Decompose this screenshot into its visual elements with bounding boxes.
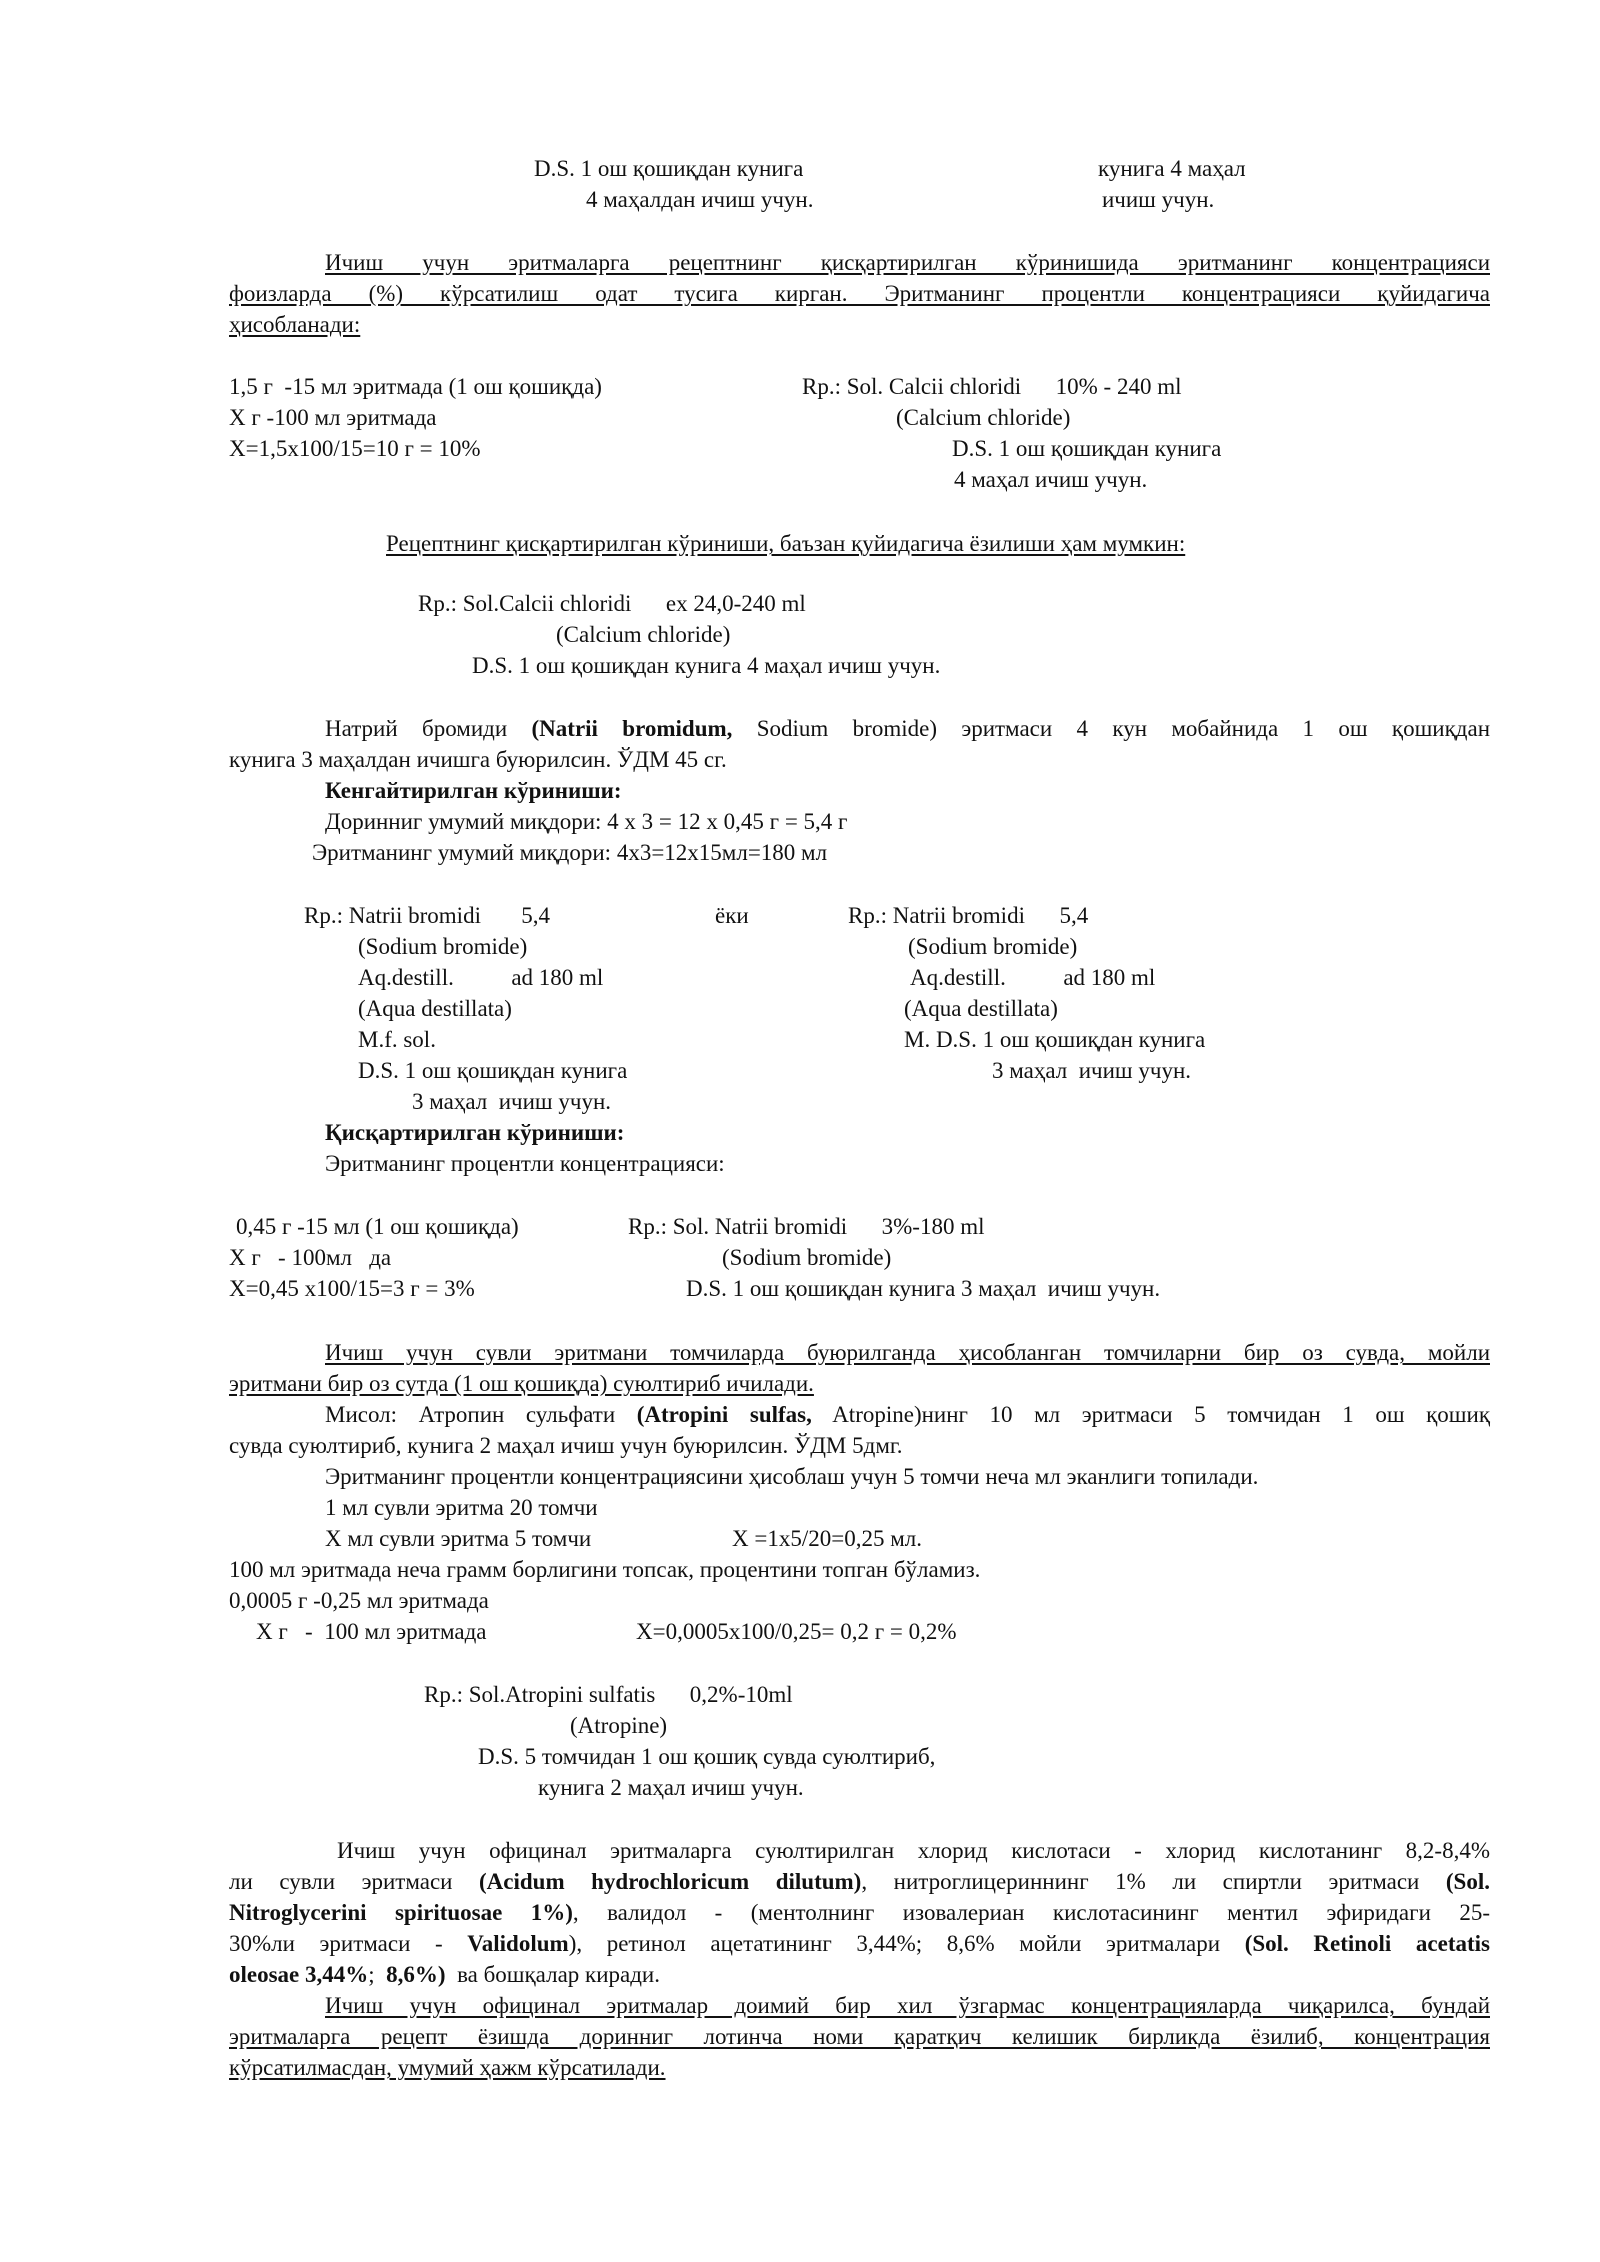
recipe-line: Rp.: Sol. Calcii chloridi 10% - 240 ml [802,374,1182,399]
calc-line: Х=0,45 х100/15=3 г = 3% [229,1276,475,1301]
recipe-line: 3 маҳал ичиш учун. [992,1058,1192,1083]
recipe-line: Aq.destill. ad 180 ml [910,965,1156,990]
calc-line: 1 мл сувли эритма 20 томчи [325,1495,598,1520]
para-line: Эритманинг процентли концентрациясини ҳисоблаш учун 5 томчи неча мл эканлиги топилади. [325,1464,1259,1489]
para-line: Ичиш учун эритмаларга рецептнинг қисқартирилган кўринишида эритманинг концентрацияси [325,250,1490,275]
recipe-line: D.S. 1 ош қошиқдан кунига 4 маҳал ичиш учун. [472,653,941,678]
calc-line: 0,0005 г -0,25 мл эритмада [229,1588,489,1613]
calc-line: Эритманинг процентли концентрацияси: [325,1151,725,1176]
text-line: кунига 4 маҳал [1098,156,1246,181]
recipe-line: Aq.destill. ad 180 ml [358,965,604,990]
para-line: Ичиш учун официнал эритмаларга суюлтирилган хлорид кислотаси - хлорид кислотанинг 8,2-8,4% [337,1838,1490,1863]
recipe-line: D.S. 1 ош қошиқдан кунига 3 маҳал ичиш учун. [686,1276,1161,1301]
para-line: ли сувли эритмаси (Acidum hydrochloricum dilutum), нитроглицериннинг 1% ли спиртли эритмаси (Sol. [229,1869,1490,1894]
subheading: Қисқартирилган кўриниши: [325,1120,625,1145]
calc-line: Х мл сувли эритма 5 томчи [325,1526,592,1551]
recipe-line: (Sodium bromide) [908,934,1078,959]
recipe-line: (Sodium bromide) [358,934,528,959]
calc-line: Х =1х5/20=0,25 мл. [732,1526,922,1551]
text-line: D.S. 1 ош қошиқдан кунига [534,156,804,181]
recipe-line: кунига 2 маҳал ичиш учун. [538,1775,804,1800]
recipe-line: 4 маҳал ичиш учун. [954,467,1148,492]
section-heading: Рецептнинг қисқартирилган кўриниши, баъзан қуйидагича ёзилиши ҳам мумкин: [386,531,1186,556]
para-line: Ичиш учун сувли эритмани томчиларда буюрилганда ҳисобланган томчиларни бир оз сувда, мойли [325,1340,1490,1365]
para-line: эритмани бир оз сутда (1 ош қошиқда) суюлтириб ичилади. [229,1371,814,1396]
calc-line: Эритманинг умумий миқдори: 4х3=12х15мл=180 мл [312,840,828,865]
calc-line: Х=1,5х100/15=10 г = 10% [229,436,481,461]
para-line: сувда суюлтириб, кунига 2 маҳал ичиш учун буюрилсин. ЎДМ 5дмг. [229,1433,903,1458]
recipe-line: Rp.: Sol. Natrii bromidi 3%-180 ml [628,1214,985,1239]
recipe-line: M. D.S. 1 ош қошиқдан кунига [904,1027,1206,1052]
calc-line: Х г - 100мл да [229,1245,392,1270]
subheading: Кенгайтирилган кўриниши: [325,778,622,803]
calc-line: Х г -100 мл эритмада [229,405,437,430]
recipe-line: Rp.: Sol.Calcii chloridi ex 24,0-240 ml [418,591,806,616]
recipe-line: (Calcium chloride) [556,622,731,647]
text-line: 4 маҳалдан ичиш учун. [586,187,814,212]
recipe-line: (Atropine) [570,1713,668,1738]
recipe-line: Rp.: Natrii bromidi 5,4 [848,903,1089,928]
para-line: Ичиш учун официнал эритмалар доимий бир хил ўзгармас концентрацияларда чиқарилса, бундай [325,1993,1490,2018]
para-line: кунига 3 маҳалдан ичишга буюрилсин. ЎДМ 45 сг. [229,747,727,772]
calc-line: Доринниг умумий миқдори: 4 х 3 = 12 х 0,45 г = 5,4 г [325,809,848,834]
recipe-line: M.f. sol. [358,1027,436,1052]
para-line: фоизларда (%) кўрсатилиш одат тусига кирган. Эритманинг процентли концентрацияси қуйидагича [229,281,1490,306]
text-line: ичиш учун. [1102,187,1215,212]
recipe-line: (Aqua destillata) [358,996,512,1021]
calc-line: 0,45 г -15 мл (1 ош қошиқда) [236,1214,519,1239]
recipe-line: D.S. 1 ош қошиқдан кунига [952,436,1222,461]
para-line: Мисол: Атропин сульфати (Atropini sulfas, Atropine)нинг 10 мл эритмаси 5 томчидан 1 ош қошиқ [325,1402,1491,1427]
calc-line: Х=0,0005х100/0,25= 0,2 г = 0,2% [636,1619,957,1644]
para-line: Натрий бромиди (Natrii bromidum, Sodium bromide) эритмаси 4 кун мобайнида 1 ош қошиқдан [325,716,1491,741]
para-line: кўрсатилмасдан, умумий ҳажм кўрсатилади. [229,2055,666,2080]
recipe-line: (Aqua destillata) [904,996,1058,1021]
recipe-line: Rp.: Natrii bromidi 5,4 [304,903,550,928]
para-line: oleosae 3,44%; 8,6%) ва бошқалар киради. [229,1962,660,1987]
recipe-line: D.S. 5 томчидан 1 ош қошиқ сувда суюлтириб, [478,1744,936,1769]
recipe-line: (Calcium chloride) [896,405,1071,430]
calc-line: Х г - 100 мл эритмада [256,1619,487,1644]
calc-line: 1,5 г -15 мл эритмада (1 ош қошиқда) [229,374,602,399]
para-line: 100 мл эритмада неча грамм борлигини топсак, процентини топган бўламиз. [229,1557,981,1582]
para-line: эритмаларга рецепт ёзишда доринниг лотинча номи қаратқич келишик бирликда ёзилиб, концентрация [229,2024,1490,2049]
recipe-line: Rp.: Sol.Atropini sulfatis 0,2%-10ml [424,1682,793,1707]
para-line: ҳисобланади: [229,312,361,337]
or-word: ёки [715,903,749,928]
para-line: 30%ли эритмаси - Validolum), ретинол ацетатининг 3,44%; 8,6% мойли эритмалари (Sol. Retinoli acetatis [229,1931,1491,1956]
recipe-line: 3 маҳал ичиш учун. [412,1089,612,1114]
recipe-line: D.S. 1 ош қошиқдан кунига [358,1058,628,1083]
recipe-line: (Sodium bromide) [722,1245,892,1270]
para-line: Nitroglycerini spirituosae 1%), валидол - (ментолнинг изовалериан кислотасининг ментил эфиридаги 25- [229,1900,1490,1925]
